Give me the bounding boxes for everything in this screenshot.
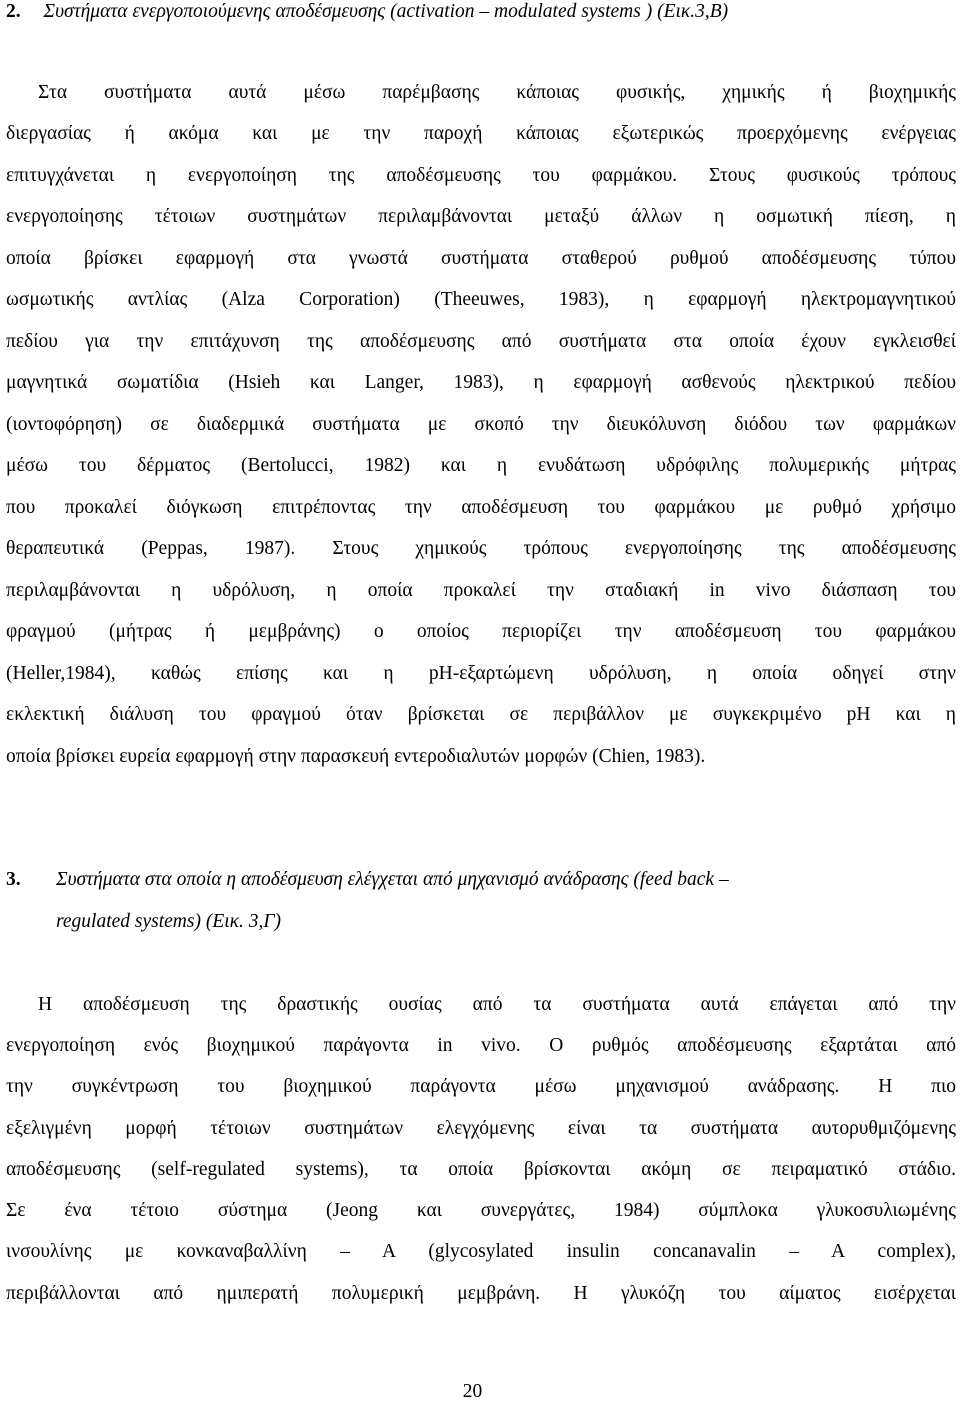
paragraph-line: που προκαλεί διόγκωση επιτρέποντας την αποδέσμευση του φαρμάκου με ρυθμό χρήσιμο: [6, 497, 956, 518]
paragraph-line: αποδέσμευσης (self-regulated systems), τα οποία βρίσκονται ακόμη σε πειραματικό στάδιο.: [6, 1159, 956, 1180]
paragraph-line: (ιοντοφόρηση) σε διαδερμικά συστήματα με σκοπό την διευκόλυνση διόδου των φαρμάκων: [6, 414, 956, 435]
paragraph-line: πεδίου για την επιτάχυνση της αποδέσμευσης από συστήματα στα οποία έχουν εγκλεισθεί: [6, 331, 956, 352]
paragraph-line: περιβάλλονται από ημιπερατή πολυμερική μεμβράνη. Η γλυκόζη του αίματος εισέρχεται: [6, 1283, 956, 1304]
paragraph-line: (Heller,1984), καθώς επίσης και η pH-εξαρτώμενη υδρόλυση, η οποία οδηγεί στην: [6, 663, 956, 684]
paragraph-line: ενεργοποίηση ενός βιοχημικού παράγοντα in vivo. Ο ρυθμός αποδέσμευσης εξαρτάται από: [6, 1035, 956, 1056]
section-3-title-line: regulated systems) (Εικ. 3,Γ): [56, 911, 281, 932]
section-2-heading: [6, 0, 956, 24]
section-2-number: 2.: [6, 1, 21, 22]
paragraph-line: εξελιγμένη μορφή τέτοιων συστημάτων ελεγχόμενης είναι τα συστήματα αυτορυθμιζόμενης: [6, 1118, 956, 1139]
paragraph-line: μαγνητικά σωματίδια (Hsieh και Langer, 1983), η εφαρμογή ασθενούς ηλεκτρικού πεδίου: [6, 372, 956, 393]
paragraph-line: φραγμού (μήτρας ή μεμβράνης) ο οποίος περιορίζει την αποδέσμευση του φαρμάκου: [6, 621, 956, 642]
paragraph-line: Στα συστήματα αυτά μέσω παρέμβασης κάποιας φυσικής, χημικής ή βιοχημικής: [38, 82, 956, 103]
paragraph-line: εκλεκτική διάλυση του φραγμού όταν βρίσκεται σε περιβάλλον με συγκεκριμένο pH και η: [6, 704, 956, 725]
paragraph-line: ενεργοποίησης τέτοιων συστημάτων περιλαμβάνονται μεταξύ άλλων η οσμωτική πίεση, η: [6, 206, 956, 227]
paragraph-line: περιλαμβάνονται η υδρόλυση, η οποία προκαλεί την σταδιακή in vivo διάσπαση του: [6, 580, 956, 601]
paragraph-line: θεραπευτικά (Peppas, 1987). Στους χημικούς τρόπους ενεργοποίησης της αποδέσμευσης: [6, 538, 956, 559]
paragraph-line: επιτυγχάνεται η ενεργοποίηση της αποδέσμευσης του φαρμάκου. Στους φυσικούς τρόπους: [6, 165, 956, 186]
section-3-number: 3.: [6, 869, 21, 890]
section-3-title-line: Συστήματα στα οποία η αποδέσμευση ελέγχεται από μηχανισμό ανάδρασης (feed back –: [56, 869, 729, 890]
paragraph-line: οποία βρίσκει ευρεία εφαρμογή στην παρασκευή εντεροδιαλυτών μορφών (Chien, 1983).: [6, 746, 706, 767]
page-number: 20: [462, 1381, 483, 1402]
paragraph-line: διεργασίας ή ακόμα και με την παροχή κάποιας εξωτερικώς προερχόμενης ενέργειας: [6, 123, 956, 144]
paragraph-line: Η αποδέσμευση της δραστικής ουσίας από τα συστήματα αυτά επάγεται από την: [38, 994, 956, 1015]
paragraph-line: ινσουλίνης με κονκαναβαλλίνη – Α (glycosylated insulin concanavalin – A complex),: [6, 1241, 956, 1262]
paragraph-line: την συγκέντρωση του βιοχημικού παράγοντα μέσω μηχανισμού ανάδρασης. Η πιο: [6, 1076, 956, 1097]
paragraph-line: Σε ένα τέτοιο σύστημα (Jeong και συνεργάτες, 1984) σύμπλοκα γλυκοσυλιωμένης: [6, 1200, 956, 1221]
paragraph-line: οποία βρίσκει εφαρμογή στα γνωστά συστήματα σταθερού ρυθμού αποδέσμευσης τύπου: [6, 248, 956, 269]
paragraph-line: μέσω του δέρματος (Bertolucci, 1982) και η ενυδάτωση υδρόφιλης πολυμερικής μήτρας: [6, 455, 956, 476]
section-2-title: Συστήματα ενεργοποιούμενης αποδέσμευσης (activation – modulated systems ) (Εικ.3,Β): [43, 1, 729, 22]
paragraph-line: ωσμωτικής αντλίας (Alza Corporation) (Theeuwes, 1983), η εφαρμογή ηλεκτρομαγνητικού: [6, 289, 956, 310]
